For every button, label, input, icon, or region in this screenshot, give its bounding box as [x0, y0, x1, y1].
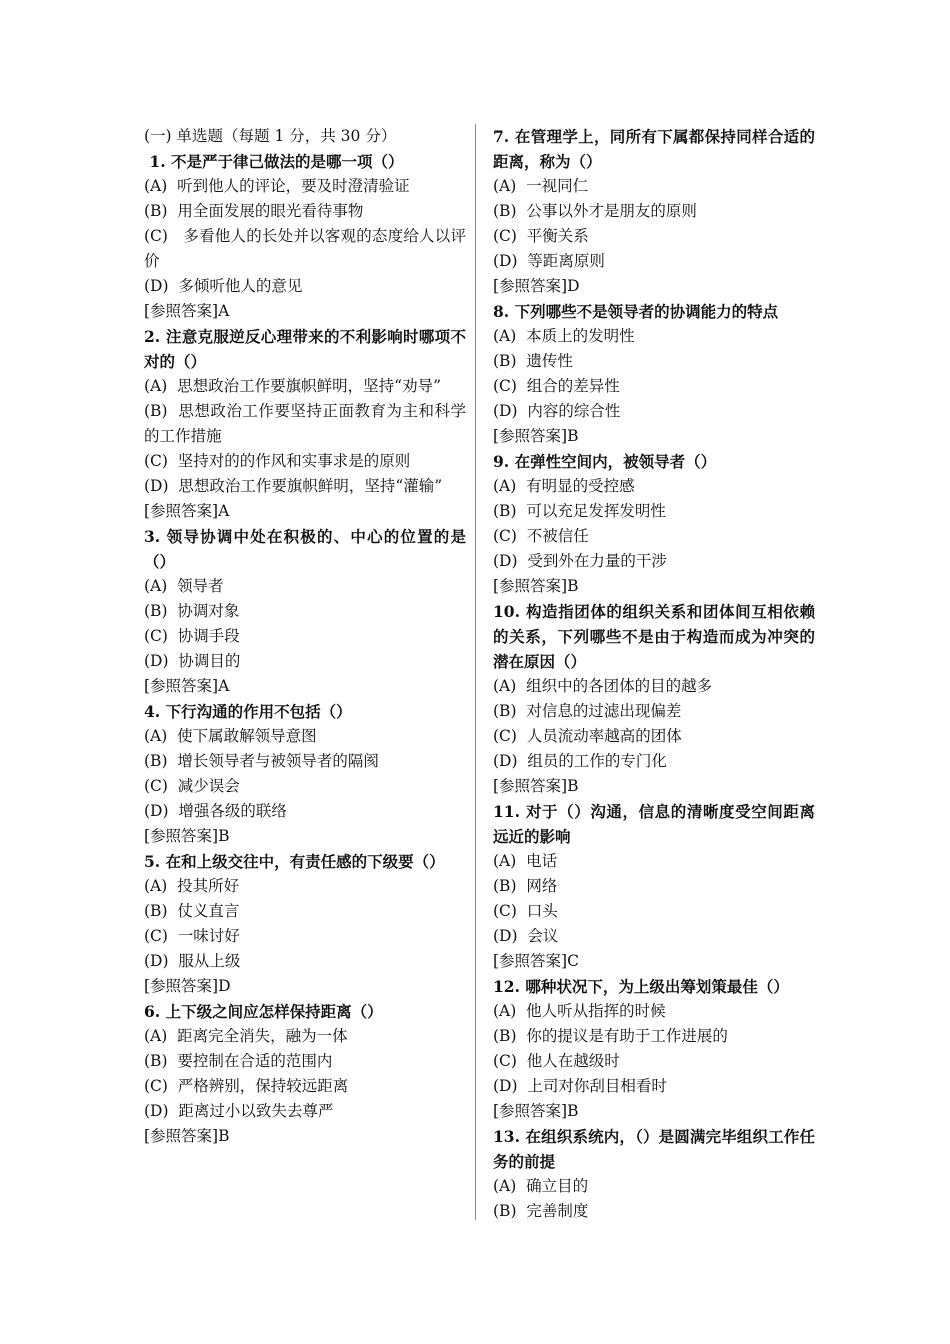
answer-option: (D) 思想政治工作要旗帜鲜明，坚持“灌输” [144, 477, 443, 495]
answer-option: (D) 协调目的 [144, 652, 241, 670]
answer-option: (D) 组员的工作的专门化 [493, 752, 667, 770]
answer-option: (D) 受到外在力量的干涉 [493, 552, 667, 570]
answer-option: (D) 等距离原则 [493, 252, 605, 270]
reference-answer: [参照答案]B [493, 1102, 579, 1120]
reference-answer: [参照答案]B [493, 777, 579, 795]
answer-option: (B) 你的提议是有助于工作进展的 [493, 1027, 728, 1045]
reference-answer: [参照答案]D [493, 277, 580, 295]
question-block [493, 799, 815, 974]
answer-option: (C) 多看他人的长处并以客观的态度给人以评价 [144, 227, 466, 270]
answer-option: (B) 用全面发展的眼光看待事物 [144, 202, 364, 220]
question-block [144, 999, 466, 1149]
question-text: 7. 在管理学上，同所有下属都保持同样合适的距离，称为（） [493, 127, 815, 171]
question-block [493, 299, 815, 449]
answer-option: (B) 可以充足发挥发明性 [493, 502, 666, 520]
question-text: 11. 对于（）沟通，信息的清晰度受空间距离远近的影响 [493, 802, 815, 846]
question-text: 12. 哪种状况下，为上级出筹划策最佳（） [493, 977, 789, 996]
answer-option: (A) 本质上的发明性 [493, 327, 635, 345]
question-block [144, 149, 466, 324]
answer-option: (C) 人员流动率越高的团体 [493, 727, 682, 745]
answer-option: (D) 会议 [493, 927, 559, 945]
question-block [144, 524, 466, 699]
question-text: 13. 在组织系统内，（）是圆满完毕组织工作任务的前提 [493, 1127, 815, 1171]
answer-option: (B) 思想政治工作要坚持正面教育为主和科学的工作措施 [144, 402, 466, 445]
answer-option: (A) 听到他人的评论，要及时澄清验证 [144, 177, 410, 195]
reference-answer: [参照答案]D [144, 977, 231, 995]
answer-option: (A) 思想政治工作要旗帜鲜明，坚持“劝导” [144, 377, 441, 395]
answer-option: (C) 协调手段 [144, 627, 240, 645]
answer-option: (B) 要控制在合适的范围内 [144, 1052, 333, 1070]
question-text: 10. 构造指团体的组织关系和团体间互相依赖的关系，下列哪些不是由于构造而成为冲突的潜在原因（） [493, 602, 815, 671]
answer-option: (D) 上司对你刮目相看时 [493, 1077, 667, 1095]
question-block [493, 449, 815, 599]
answer-option: (C) 他人在越级时 [493, 1052, 620, 1070]
question-text: 4. 下行沟通的作用不包括（） [144, 702, 352, 721]
question-text: 5. 在和上级交往中，有责任感的下级要（） [144, 852, 445, 871]
question-block [144, 699, 466, 849]
answer-option: (C) 口头 [493, 902, 558, 920]
column-divider [475, 124, 476, 1220]
answer-option: (D) 多倾听他人的意见 [144, 277, 303, 295]
question-block [144, 849, 466, 999]
answer-option: (A) 投其所好 [144, 877, 240, 895]
answer-option: (C) 一味讨好 [144, 927, 240, 945]
answer-option: (D) 增强各级的联络 [144, 802, 287, 820]
answer-option: (B) 协调对象 [144, 602, 240, 620]
left-question-list [144, 149, 466, 1149]
question-text: 1. 不是严于律己做法的是哪一项（） [144, 152, 404, 171]
answer-option: (B) 仗义直言 [144, 902, 240, 920]
answer-option: (D) 服从上级 [144, 952, 241, 970]
answer-option: (B) 对信息的过滤出现偏差 [493, 702, 682, 720]
question-text: 9. 在弹性空间内，被领导者（） [493, 452, 717, 471]
answer-option: (D) 内容的综合性 [493, 402, 621, 420]
answer-option: (A) 电话 [493, 852, 558, 870]
reference-answer: [参照答案]C [493, 952, 579, 970]
reference-answer: [参照答案]A [144, 677, 230, 695]
question-text: 2. 注意克服逆反心理带来的不利影响时哪项不对的（） [144, 327, 466, 371]
right-question-list [493, 124, 815, 1224]
question-text: 6. 上下级之间应怎样保持距离（） [144, 1002, 383, 1021]
answer-option: (D) 距离过小以致失去尊严 [144, 1102, 334, 1120]
question-block [144, 324, 466, 524]
answer-option: (A) 一视同仁 [493, 177, 589, 195]
question-block [493, 974, 815, 1124]
answer-option: (A) 组织中的各团体的目的越多 [493, 677, 713, 695]
answer-option: (B) 完善制度 [493, 1202, 589, 1220]
reference-answer: [参照答案]B [144, 1127, 230, 1145]
answer-option: (C) 坚持对的的作风和实事求是的原则 [144, 452, 411, 470]
question-text: 8. 下列哪些不是领导者的协调能力的特点 [493, 302, 779, 321]
answer-option: (A) 确立目的 [493, 1177, 589, 1195]
answer-option: (B) 遗传性 [493, 352, 573, 370]
answer-option: (C) 组合的差异性 [493, 377, 620, 395]
answer-option: (B) 公事以外才是朋友的原则 [493, 202, 697, 220]
question-block [493, 124, 815, 299]
right-column [493, 124, 815, 1224]
answer-option: (A) 距离完全消失，融为一体 [144, 1027, 348, 1045]
answer-option: (B) 增长领导者与被领导者的隔阂 [144, 752, 379, 770]
left-column [144, 124, 466, 1149]
question-block [493, 599, 815, 799]
answer-option: (A) 使下属敢解领导意图 [144, 727, 317, 745]
answer-option: (C) 严格辨别，保持较远距离 [144, 1077, 349, 1095]
reference-answer: [参照答案]B [144, 827, 230, 845]
section-title: (一) 单选题（每题 1 分，共 30 分） [144, 127, 397, 145]
answer-option: (B) 网络 [493, 877, 558, 895]
question-block [493, 1124, 815, 1224]
answer-option: (C) 不被信任 [493, 527, 589, 545]
reference-answer: [参照答案]A [144, 502, 230, 520]
answer-option: (A) 他人听从指挥的时候 [493, 1002, 666, 1020]
reference-answer: [参照答案]B [493, 427, 579, 445]
reference-answer: [参照答案]B [493, 577, 579, 595]
question-text: 3. 领导协调中处在积极的、中心的位置的是（） [144, 527, 466, 571]
answer-option: (C) 减少误会 [144, 777, 240, 795]
reference-answer: [参照答案]A [144, 302, 230, 320]
answer-option: (C) 平衡关系 [493, 227, 589, 245]
answer-option: (A) 领导者 [144, 577, 224, 595]
answer-option: (A) 有明显的受控感 [493, 477, 635, 495]
